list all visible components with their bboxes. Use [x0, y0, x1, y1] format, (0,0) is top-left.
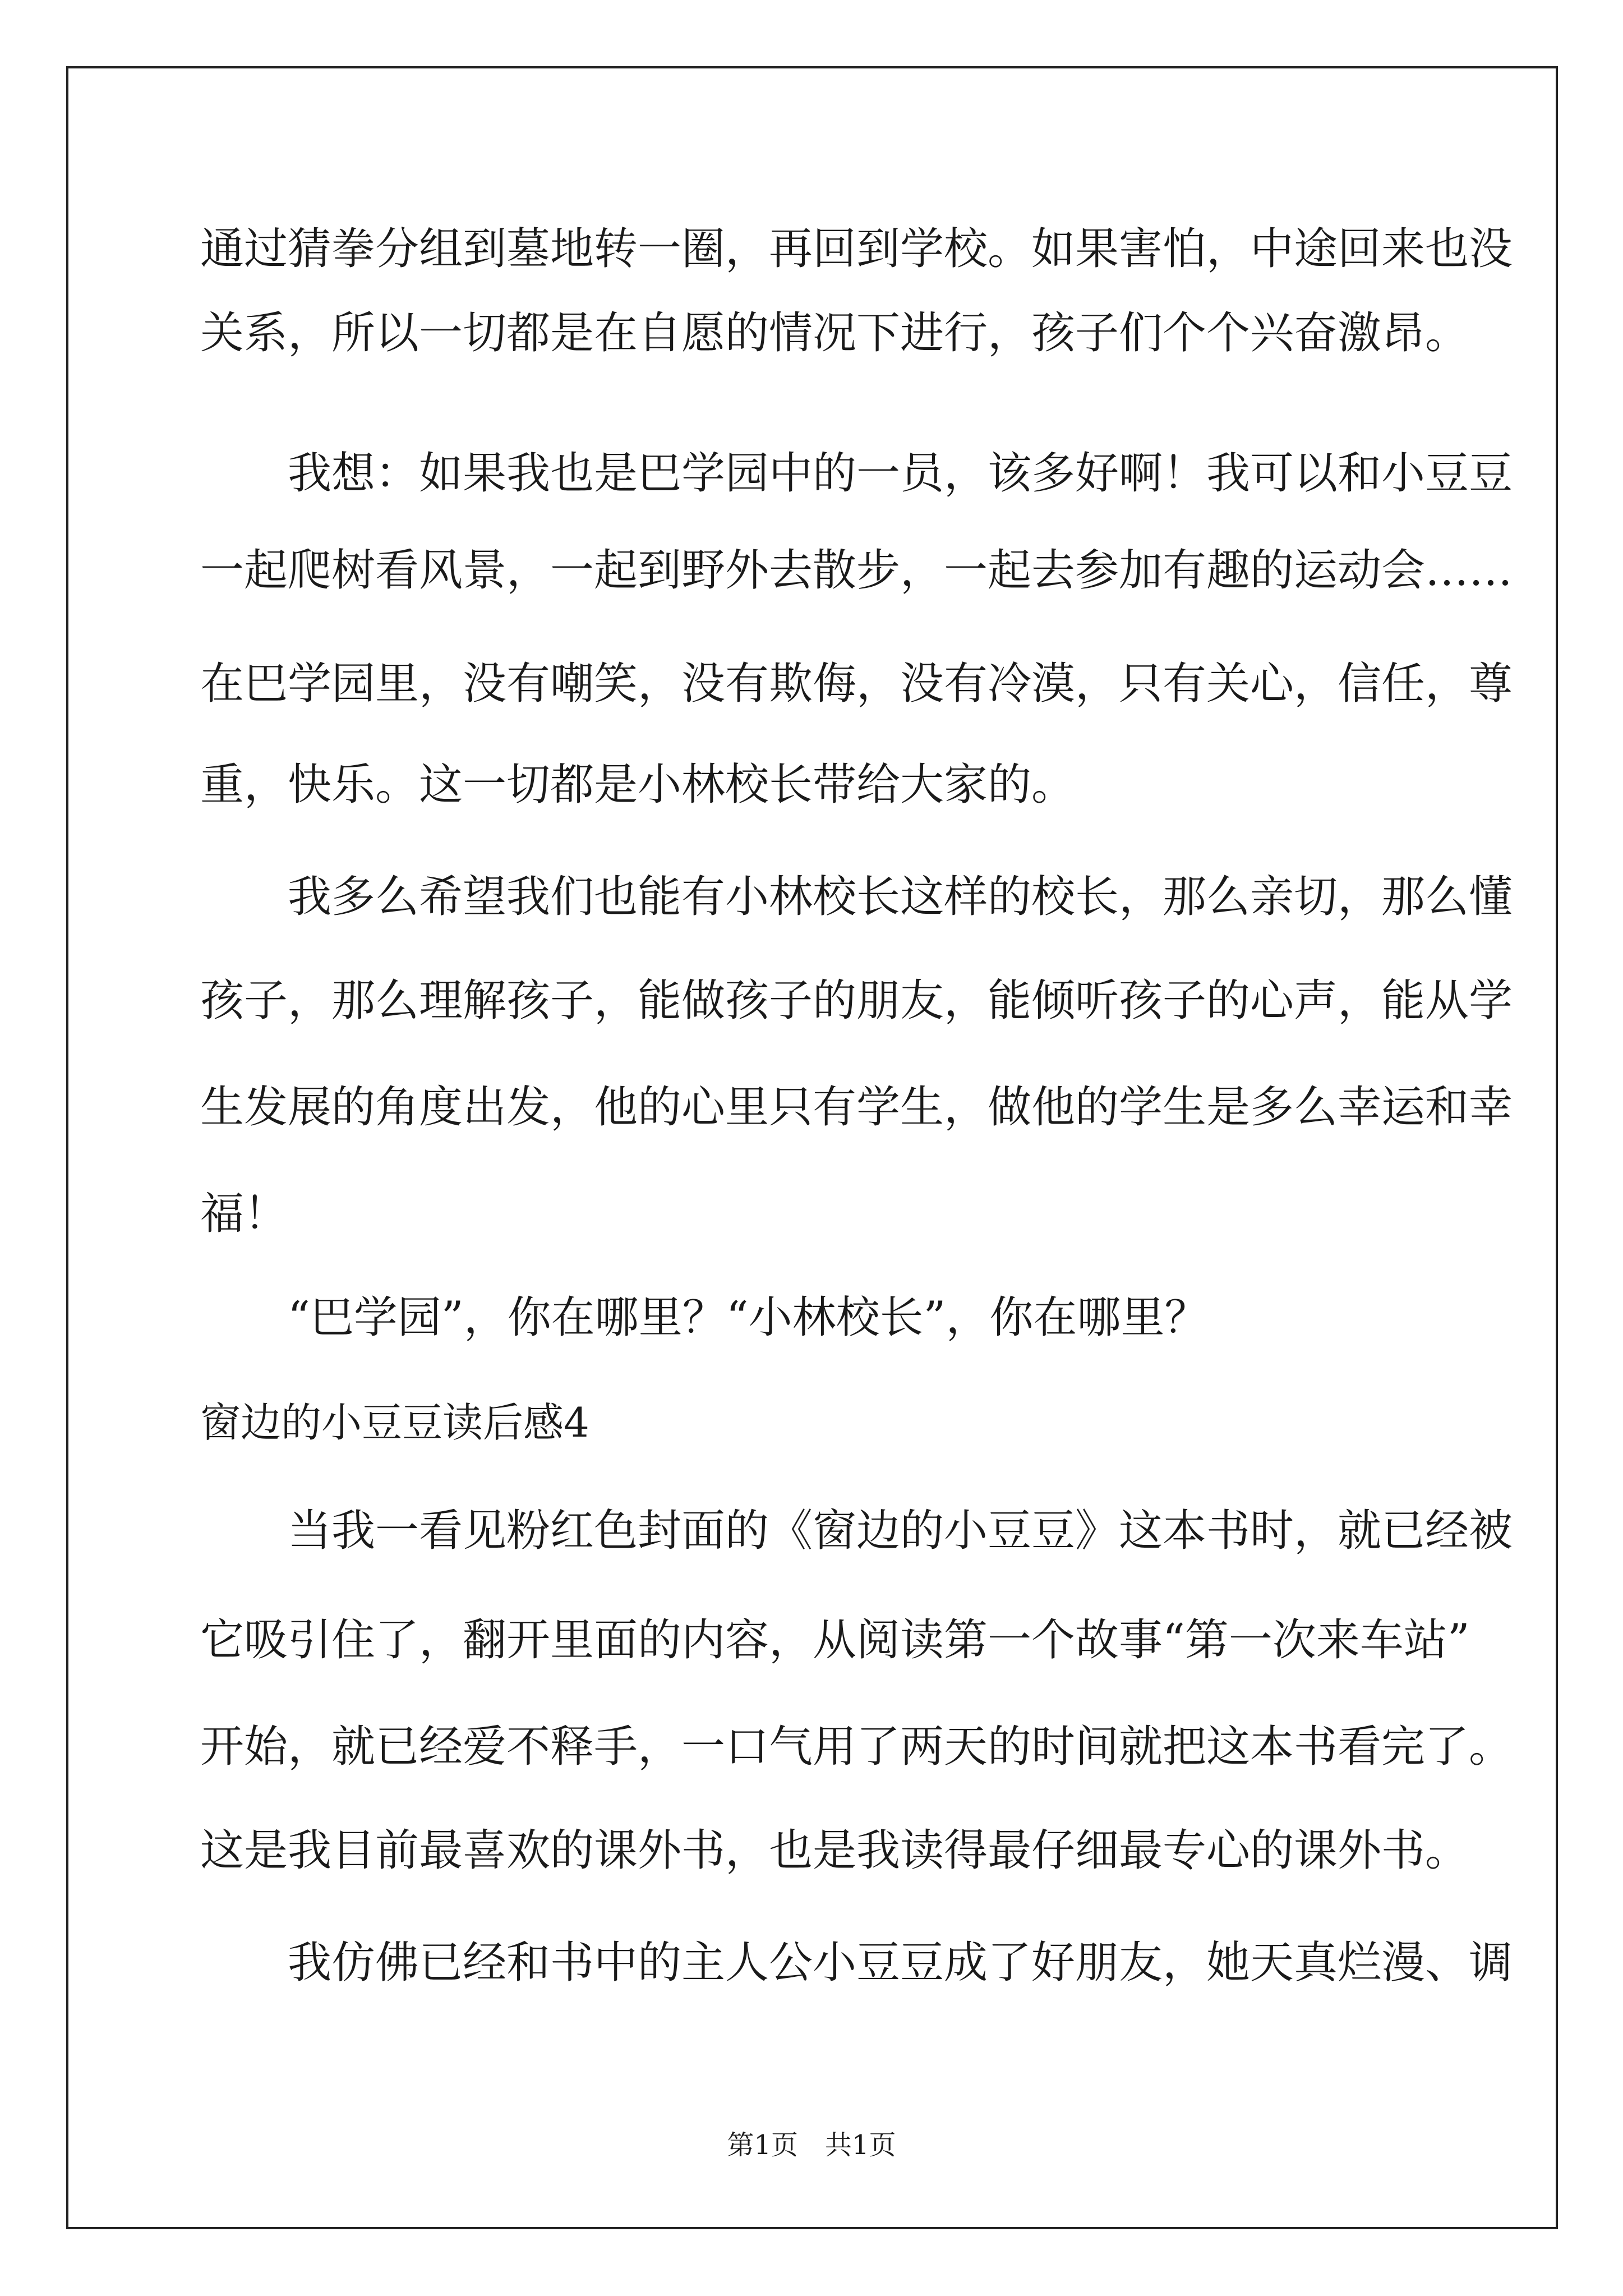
body-line-12: 当我一看见粉红色封面的《窗边的小豆豆》这本书时，就已经被 — [200, 1506, 1513, 1556]
body-line-4: 一起爬树看风景，一起到野外去散步，一起去参加有趣的运动会…… — [200, 545, 1513, 596]
body-line-2: 关系，所以一切都是在自愿的情况下进行，孩子们个个兴奋激昂。 — [200, 308, 1469, 358]
page-number-footer: 第1页 共1页 — [727, 2129, 896, 2161]
body-line-3: 我想：如果我也是巴学园中的一员，该多好啊！我可以和小豆豆 — [200, 448, 1513, 499]
section-heading: 窗边的小豆豆读后感4 — [200, 1399, 589, 1446]
body-line-11: “巴学园”，你在哪里？“小林校长”，你在哪里？ — [200, 1292, 1209, 1343]
body-line-10: 福！ — [200, 1189, 288, 1239]
body-line-1: 通过猜拳分组到墓地转一圈，再回到学校。如果害怕，中途回来也没 — [200, 224, 1513, 274]
body-line-5: 在巴学园里，没有嘲笑，没有欺侮，没有冷漠，只有关心，信任，尊 — [200, 659, 1513, 709]
body-line-8: 孩子，那么理解孩子，能做孩子的朋友，能倾听孩子的心声，能从学 — [200, 976, 1513, 1026]
body-line-16: 我仿佛已经和书中的主人公小豆豆成了好朋友，她天真烂漫、调 — [200, 1938, 1513, 1988]
body-line-6: 重，快乐。这一切都是小林校长带给大家的。 — [200, 760, 1076, 810]
page-border — [66, 66, 1558, 2229]
body-line-13: 它吸引住了，翻开里面的内容，从阅读第一个故事“第一次来车站” — [200, 1615, 1470, 1665]
body-line-15: 这是我目前最喜欢的课外书，也是我读得最仔细最专心的课外书。 — [200, 1825, 1469, 1876]
body-line-14: 开始，就已经爱不释手，一口气用了两天的时间就把这本书看完了。 — [200, 1722, 1513, 1772]
body-line-7: 我多么希望我们也能有小林校长这样的校长，那么亲切，那么懂 — [200, 872, 1513, 922]
body-line-9: 生发展的角度出发，他的心里只有学生，做他的学生是多么幸运和幸 — [200, 1082, 1513, 1133]
